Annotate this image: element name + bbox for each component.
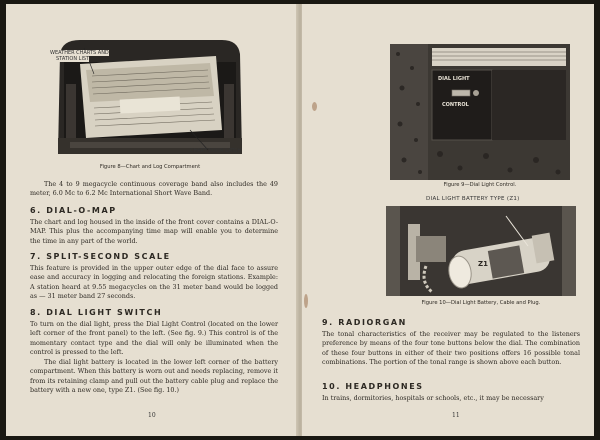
section-9-text: The tonal characteristics of the receiver may be regulated to the listeners preference by means of the four tone buttons below the dial. The combination of these four buttons in either of their two positions offers 16 possible tonal combinations. The portion of the tonal range is shown above each button. xyxy=(322,330,580,367)
callout-station-list: STATION LIST xyxy=(56,56,90,62)
figure-9-dial-light-control xyxy=(390,44,570,180)
figure-10-caption: Figure 10—Dial Light Battery, Cable and Plug. xyxy=(421,300,541,306)
figure-10-dial-light-battery xyxy=(386,206,576,296)
section-10-text: In trains, dormitories, hospitals or schools, etc., it may be necessary xyxy=(322,394,544,402)
battery-cable-plug-photo xyxy=(386,206,576,296)
page-number-right: 11 xyxy=(452,412,460,419)
figure-8-caption: Figure 8—Chart and Log Compartment xyxy=(99,164,201,170)
paper-stain xyxy=(304,294,308,308)
dial-light-panel-line-2: CONTROL xyxy=(442,102,469,108)
section-8-text-1: To turn on the dial light, press the Dial Light Control (located on the lower left corner of the front panel) to the left. (See fig. 9.) This control is of the momentary contact type and the dial will only be illuminated when the control is pressed to the left. xyxy=(30,320,278,357)
dial-light-panel-line-1: DIAL LIGHT xyxy=(438,76,470,82)
paper-stain xyxy=(312,102,317,111)
section-9-heading: 9. RADIORGAN xyxy=(322,318,407,327)
callout-chart-door-latch: CHART DOOR LATCH xyxy=(190,148,242,154)
intro-paragraph: The 4 to 9 megacycle continuous coverage band also includes the 49 meter, 6.0 Mc to 6.2 Mc International Short Wave Band. xyxy=(30,180,278,198)
figure-8-chart-and-log-compartment xyxy=(50,34,250,162)
page-number-left: 10 xyxy=(148,412,156,419)
section-7-heading: 7. SPLIT-SECOND SCALE xyxy=(30,252,171,261)
section-6-text: The chart and log housed in the inside of the front cover contains a DIAL-O-MAP. This plus the accompanying time map will enable you to determine the time in any part of the world. xyxy=(30,218,278,245)
figure-10-title: DIAL LIGHT BATTERY TYPE (Z1) xyxy=(426,196,520,202)
figure-9-caption: Figure 9—Dial Light Control. xyxy=(443,182,517,188)
section-10-heading: 10. HEADPHONES xyxy=(322,382,424,391)
section-6-heading: 6. DIAL-O-MAP xyxy=(30,206,117,215)
section-7-text: This feature is provided in the upper outer edge of the dial face to assure ease and accuracy in logging and relocating the foreign stations. Example: A station heard at 9.55 megacycles on the 31 meter band would be logged as — 31 meter band 27 seconds. xyxy=(30,264,278,301)
battery-label-z1: Z1 xyxy=(478,260,488,268)
book-spread xyxy=(6,4,594,436)
dial-light-control-photo xyxy=(390,44,570,180)
section-8-heading: 8. DIAL LIGHT SWITCH xyxy=(30,308,163,317)
callout-weather-charts: WEATHER CHARTS AND xyxy=(50,50,109,56)
left-page xyxy=(6,4,298,436)
right-page xyxy=(302,4,594,436)
section-8-text-2: The dial light battery is located in the lower left corner of the battery compartment. When this battery is worn out and needs replacing, remove it from its retaining clamp and pull out the battery cable plug and replace the battery with a new one, type Z1. (See fig. 10.) xyxy=(30,358,278,395)
